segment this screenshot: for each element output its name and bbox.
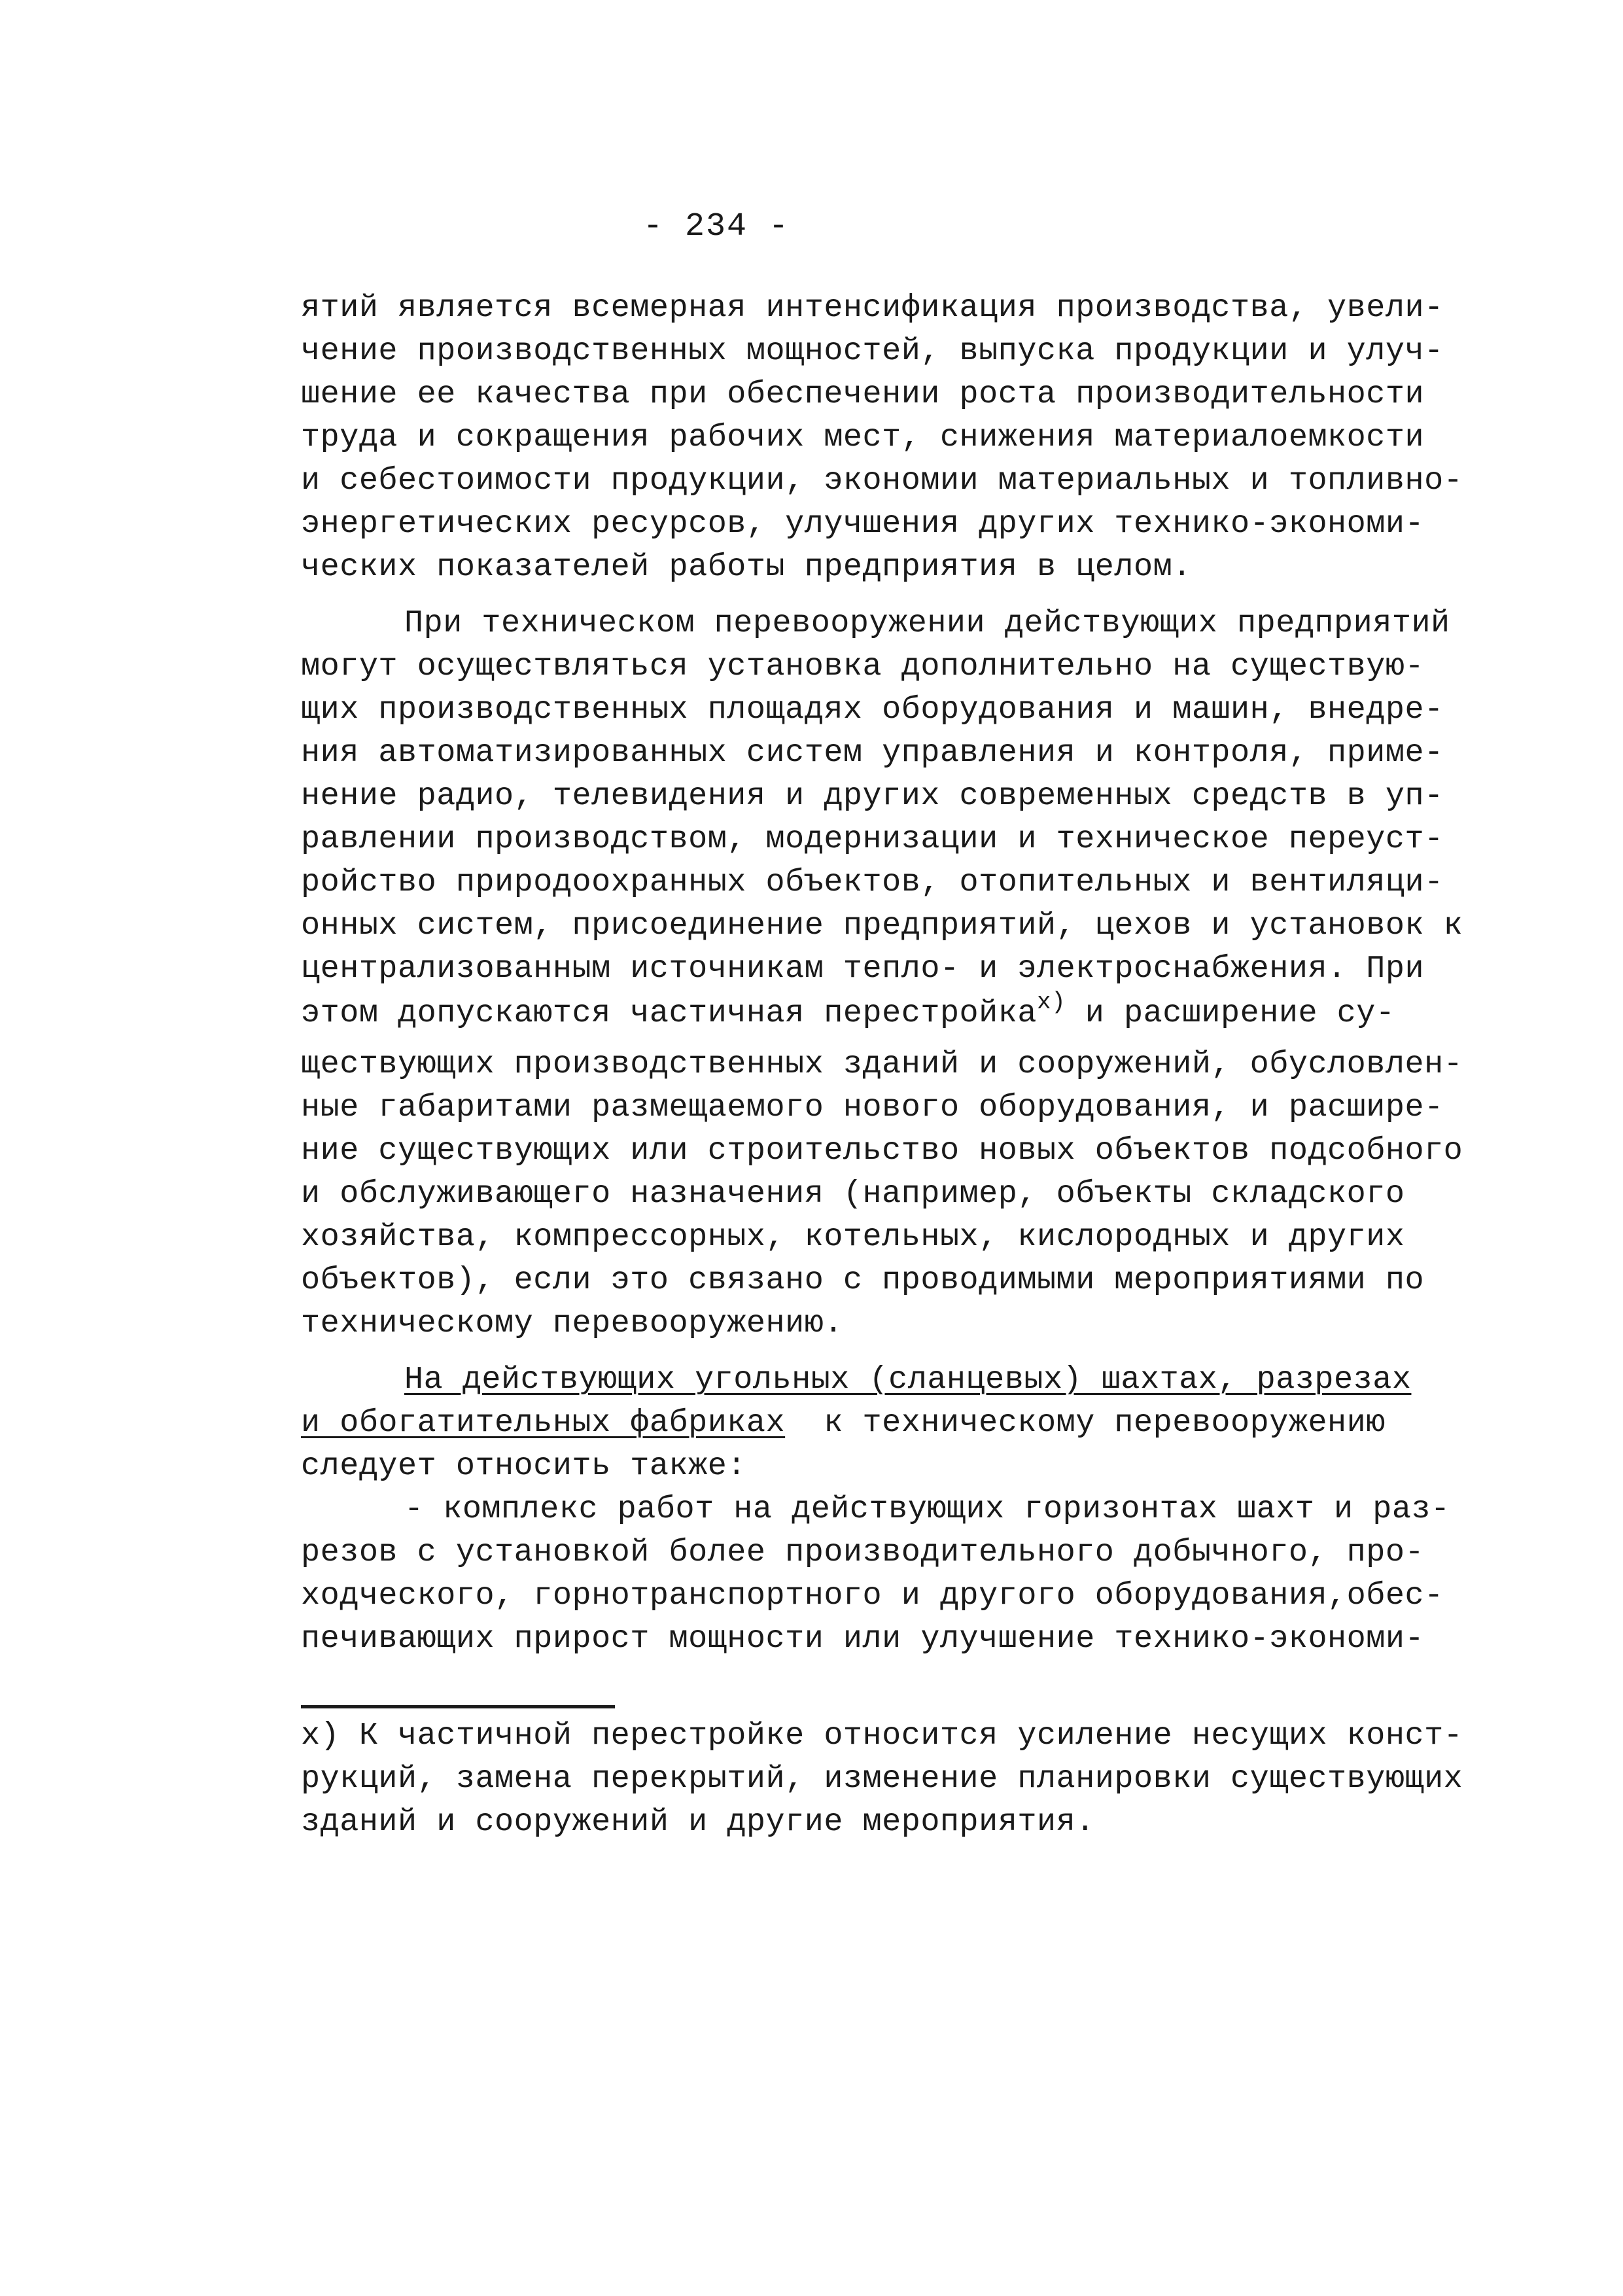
para2-line-7: ройство природоохранных объектов, отопительных и вентиляци-: [301, 864, 1444, 900]
para1-line-2: чение производственных мощностей, выпуска продукции и улуч-: [301, 333, 1444, 369]
para2-line-10: [301, 989, 1395, 1037]
para1-line-1: ятий является всемерная интенсификация производства, увели-: [301, 290, 1444, 326]
para2-line-5: нение радио, телевидения и других современных средств в уп-: [301, 778, 1444, 814]
footnote-marker: x): [1036, 989, 1066, 1016]
para2-line-11: ществующих производственных зданий и сооружений, обусловлен-: [301, 1046, 1463, 1082]
para1-line-4: труда и сокращения рабочих мест, снижения материалоемкости: [301, 419, 1425, 455]
para1-line-5: и себестоимости продукции, экономии материальных и топливно-: [301, 463, 1463, 499]
para2-line-6: равлении производством, модернизации и техническое переуст-: [301, 821, 1444, 857]
para3-bullet-line-3: ходческого, горнотранспортного и другого оборудования,обес-: [301, 1578, 1444, 1614]
para3-line-2: [301, 1402, 1386, 1445]
para2-line-17: техническому перевооружению.: [301, 1305, 843, 1341]
para3-line-2-rest: к техническому перевооружению: [785, 1405, 1386, 1441]
para3-bullet-line-4: печивающих прирост мощности или улучшение технико-экономи-: [301, 1621, 1425, 1657]
para2-line-9: централизованным источникам тепло- и электроснабжения. При: [301, 951, 1425, 987]
footnote-line-1: x) К частичной перестройке относится усиление несущих конст-: [301, 1718, 1463, 1754]
para3-bullet-line-1: - комплекс работ на действующих горизонтах шахт и раз-: [404, 1491, 1450, 1527]
para2-line-10-before: этом допускаются частичная перестройка: [301, 995, 1037, 1031]
para2-line-8: онных систем, присоединение предприятий, цехов и установок к: [301, 908, 1463, 944]
para2-line-2: могут осуществляться установка дополнительно на существую-: [301, 648, 1425, 684]
para3-line-3: следует относить также:: [301, 1448, 746, 1484]
para2-line-1: При техническом перевооружении действующих предприятий: [404, 605, 1450, 641]
footnote-line-2: рукций, замена перекрытий, изменение планировки существующих: [301, 1761, 1463, 1797]
para2-line-10-after: и расширение су-: [1066, 995, 1395, 1031]
footnote-divider: [301, 1705, 615, 1708]
para3-heading-line-2: и обогатительных фабриках: [301, 1405, 786, 1441]
page-number: - 234 -: [642, 208, 790, 245]
para2-line-12: ные габаритами размещаемого нового оборудования, и расшире-: [301, 1089, 1444, 1125]
para1-line-3: шение ее качества при обеспечении роста производительности: [301, 376, 1425, 412]
footnote-line-3: зданий и сооружений и другие мероприятия.: [301, 1804, 1095, 1840]
para2-line-4: ния автоматизированных систем управления и контроля, приме-: [301, 735, 1444, 771]
para2-line-14: и обслуживающего назначения (например, объекты складского: [301, 1176, 1405, 1212]
para2-line-13: ние существующих или строительство новых объектов подсобного: [301, 1133, 1463, 1169]
para1-line-7: ческих показателей работы предприятия в целом.: [301, 549, 1192, 585]
para3-heading-line-1: На действующих угольных (сланцевых) шахтах, разрезах: [404, 1362, 1412, 1398]
para2-line-3: щих производственных площадях оборудования и машин, внедре-: [301, 692, 1444, 728]
para2-line-16: объектов), если это связано с проводимыми мероприятиями по: [301, 1262, 1425, 1298]
para3-bullet-line-2: резов с установкой более производительного добычного, про-: [301, 1534, 1425, 1570]
para2-line-15: хозяйства, компрессорных, котельных, кислородных и других: [301, 1219, 1405, 1255]
para1-line-6: энергетических ресурсов, улучшения других технико-экономи-: [301, 506, 1425, 542]
